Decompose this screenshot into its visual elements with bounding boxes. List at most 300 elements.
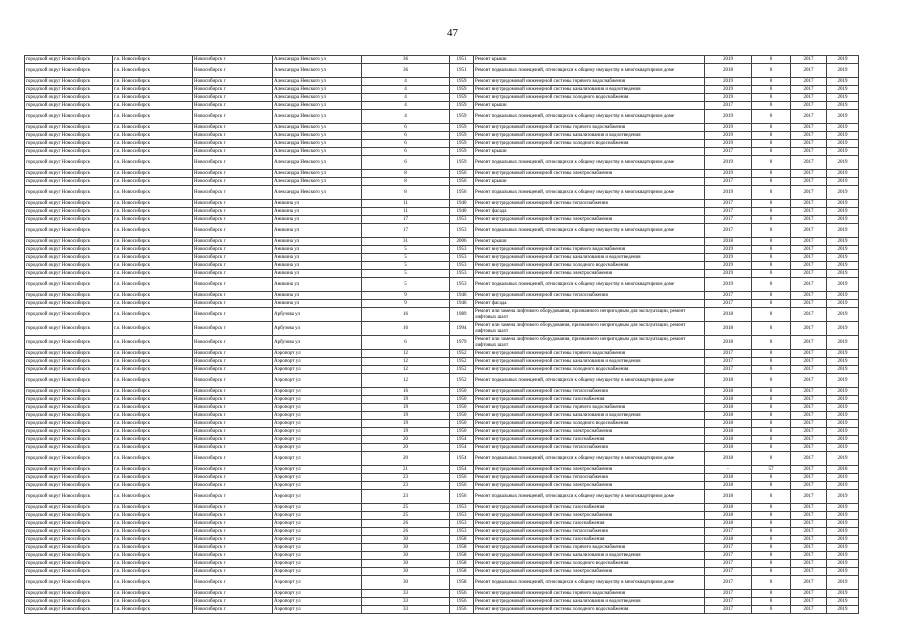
cell-house-number: 6	[362, 132, 450, 140]
cell-planned-year: 2019	[705, 86, 752, 94]
cell-year-built: 1959	[450, 78, 474, 86]
table-row	[25, 278, 859, 292]
cell-period-end: 2019	[827, 412, 859, 420]
cell-planned-year: 2018	[705, 420, 752, 428]
cell-district: городской округ Новосибирск	[25, 404, 113, 412]
cell-work-type: Ремонт крыши	[474, 148, 705, 156]
cell-house-number: 4	[362, 110, 450, 124]
cell-value: 0	[752, 124, 791, 132]
cell-year-built: 1954	[450, 444, 474, 452]
cell-house-number: 26	[362, 528, 450, 536]
cell-value: 0	[752, 512, 791, 520]
cell-work-type: Ремонт внутридомовой инженерной системы газоснабжения	[474, 436, 705, 444]
cell-period-start: 2017	[791, 590, 827, 598]
cell-house-number: 33	[362, 606, 450, 614]
cell-period-end: 2019	[827, 436, 859, 444]
table-row	[25, 254, 859, 262]
cell-street: Аэропорт ул	[273, 528, 362, 536]
cell-value: 0	[752, 178, 791, 186]
cell-city: Новосибирск г	[193, 300, 273, 308]
cell-period-end: 2019	[827, 186, 859, 200]
cell-year-built: 1950	[450, 404, 474, 412]
cell-street: Александра Невского ул	[273, 156, 362, 170]
cell-municipality: г.о. Новосибирск	[113, 216, 193, 224]
cell-period-end: 2019	[827, 56, 859, 64]
cell-value: 0	[752, 436, 791, 444]
cell-period-start: 2017	[791, 86, 827, 94]
cell-value: 0	[752, 528, 791, 536]
cell-municipality: г.о. Новосибирск	[113, 148, 193, 156]
cell-municipality: г.о. Новосибирск	[113, 374, 193, 388]
cell-value: 0	[752, 102, 791, 110]
cell-street: Арбузова ул	[273, 308, 362, 322]
cell-street: Аэропорт ул	[273, 576, 362, 590]
cell-street: Александра Невского ул	[273, 186, 362, 200]
cell-period-end: 2019	[827, 308, 859, 322]
cell-city: Новосибирск г	[193, 148, 273, 156]
cell-planned-year: 2017	[705, 528, 752, 536]
cell-period-start: 2017	[791, 278, 827, 292]
cell-city: Новосибирск г	[193, 544, 273, 552]
cell-district: городской округ Новосибирск	[25, 452, 113, 466]
cell-year-built: 1950	[450, 412, 474, 420]
cell-city: Новосибирск г	[193, 374, 273, 388]
cell-city: Новосибирск г	[193, 358, 273, 366]
cell-district: городской округ Новосибирск	[25, 156, 113, 170]
cell-city: Новосибирск г	[193, 254, 273, 262]
cell-city: Новосибирск г	[193, 292, 273, 300]
table-row	[25, 262, 859, 270]
cell-street: Аэропорт ул	[273, 374, 362, 388]
cell-year-built: 1979	[450, 336, 474, 350]
cell-municipality: г.о. Новосибирск	[113, 208, 193, 216]
cell-planned-year: 2017	[705, 552, 752, 560]
cell-value: 0	[752, 552, 791, 560]
cell-work-type: Ремонт внутридомовой инженерной системы электроснабжения	[474, 512, 705, 520]
cell-street: Арбузова ул	[273, 322, 362, 336]
cell-city: Новосибирск г	[193, 590, 273, 598]
cell-street: Аэропорт ул	[273, 590, 362, 598]
cell-municipality: г.о. Новосибирск	[113, 412, 193, 420]
table-row	[25, 576, 859, 590]
cell-city: Новосибирск г	[193, 412, 273, 420]
cell-period-end: 2019	[827, 254, 859, 262]
cell-period-end: 2019	[827, 606, 859, 614]
table-row	[25, 132, 859, 140]
cell-period-end: 2019	[827, 576, 859, 590]
cell-period-end: 2019	[827, 396, 859, 404]
cell-work-type: Ремонт внутридомовой инженерной системы канализования и водоотведения	[474, 598, 705, 606]
cell-house-number: 8	[362, 178, 450, 186]
cell-district: городской округ Новосибирск	[25, 186, 113, 200]
cell-street: Аникина ул	[273, 254, 362, 262]
cell-street: Аникина ул	[273, 270, 362, 278]
cell-period-end: 2019	[827, 350, 859, 358]
cell-year-built: 1959	[450, 94, 474, 102]
cell-district: городской округ Новосибирск	[25, 322, 113, 336]
cell-period-end: 2019	[827, 300, 859, 308]
table-row	[25, 336, 859, 350]
cell-city: Новосибирск г	[193, 64, 273, 78]
cell-planned-year: 2017	[705, 102, 752, 110]
cell-planned-year: 2017	[705, 568, 752, 576]
cell-period-start: 2017	[791, 246, 827, 254]
cell-period-start: 2017	[791, 178, 827, 186]
cell-year-built: 1956	[450, 590, 474, 598]
cell-period-end: 2019	[827, 102, 859, 110]
cell-period-end: 2019	[827, 270, 859, 278]
cell-house-number: 12	[362, 358, 450, 366]
table-row	[25, 78, 859, 86]
cell-house-number: 9	[362, 300, 450, 308]
cell-value: 0	[752, 452, 791, 466]
cell-house-number: 4	[362, 86, 450, 94]
cell-house-number: 19	[362, 396, 450, 404]
cell-house-number: 4	[362, 102, 450, 110]
cell-district: городской округ Новосибирск	[25, 132, 113, 140]
cell-city: Новосибирск г	[193, 520, 273, 528]
cell-district: городской округ Новосибирск	[25, 254, 113, 262]
cell-house-number: 4	[362, 94, 450, 102]
cell-house-number: 8	[362, 186, 450, 200]
cell-period-start: 2017	[791, 504, 827, 512]
cell-planned-year: 2017	[705, 358, 752, 366]
cell-year-built: 2006	[450, 238, 474, 246]
cell-year-built: 1958	[450, 552, 474, 560]
cell-work-type: Ремонт внутридомовой инженерной системы канализования и водоотведения	[474, 358, 705, 366]
cell-value: 0	[752, 444, 791, 452]
cell-work-type: Ремонт подвальных помещений, относящихся к общему имуществу в многоквартирном доме	[474, 186, 705, 200]
cell-street: Аэропорт ул	[273, 404, 362, 412]
cell-period-end: 2019	[827, 238, 859, 246]
cell-district: городской округ Новосибирск	[25, 94, 113, 102]
cell-work-type: Ремонт внутридомовой инженерной системы электроснабжения	[474, 568, 705, 576]
cell-work-type: Ремонт внутридомовой инженерной системы горячего водоснабжения	[474, 246, 705, 254]
cell-house-number: 30	[362, 552, 450, 560]
cell-value: 0	[752, 404, 791, 412]
cell-period-start: 2017	[791, 78, 827, 86]
cell-year-built: 1956	[450, 474, 474, 482]
cell-work-type: Ремонт внутридомовой инженерной системы канализования и водоотведения	[474, 552, 705, 560]
cell-municipality: г.о. Новосибирск	[113, 590, 193, 598]
cell-district: городской округ Новосибирск	[25, 262, 113, 270]
table-row	[25, 412, 859, 420]
cell-planned-year: 2019	[705, 110, 752, 124]
cell-city: Новосибирск г	[193, 86, 273, 94]
cell-year-built: 1958	[450, 560, 474, 568]
cell-period-end: 2019	[827, 292, 859, 300]
cell-planned-year: 2019	[705, 170, 752, 178]
table-row	[25, 452, 859, 466]
cell-city: Новосибирск г	[193, 420, 273, 428]
cell-district: городской округ Новосибирск	[25, 224, 113, 238]
cell-city: Новосибирск г	[193, 336, 273, 350]
cell-house-number: 31	[362, 238, 450, 246]
cell-city: Новосибирск г	[193, 436, 273, 444]
cell-city: Новосибирск г	[193, 576, 273, 590]
cell-street: Аэропорт ул	[273, 452, 362, 466]
cell-district: городской округ Новосибирск	[25, 528, 113, 536]
cell-year-built: 1958	[450, 536, 474, 544]
cell-planned-year: 2017	[705, 598, 752, 606]
cell-work-type: Ремонт подвальных помещений, относящихся к общему имуществу в многоквартирном доме	[474, 490, 705, 504]
cell-house-number: 30	[362, 568, 450, 576]
cell-work-type: Ремонт крыши	[474, 178, 705, 186]
cell-period-start: 2017	[791, 482, 827, 490]
cell-value: 0	[752, 396, 791, 404]
cell-planned-year: 2019	[705, 254, 752, 262]
cell-house-number: 20	[362, 444, 450, 452]
cell-district: городской округ Новосибирск	[25, 396, 113, 404]
cell-house-number: 30	[362, 544, 450, 552]
cell-period-end: 2019	[827, 552, 859, 560]
cell-district: городской округ Новосибирск	[25, 590, 113, 598]
cell-planned-year: 2017	[705, 544, 752, 552]
cell-district: городской округ Новосибирск	[25, 300, 113, 308]
cell-value: 0	[752, 474, 791, 482]
cell-planned-year: 2017	[705, 300, 752, 308]
cell-municipality: г.о. Новосибирск	[113, 466, 193, 474]
cell-year-built: 1956	[450, 482, 474, 490]
cell-municipality: г.о. Новосибирск	[113, 388, 193, 396]
cell-work-type: Ремонт внутридомовой инженерной системы теплоснабжения	[474, 292, 705, 300]
cell-period-end: 2019	[827, 140, 859, 148]
cell-municipality: г.о. Новосибирск	[113, 598, 193, 606]
cell-planned-year: 2018	[705, 396, 752, 404]
cell-work-type: Ремонт внутридомовой инженерной системы теплоснабжения	[474, 444, 705, 452]
cell-value: 0	[752, 78, 791, 86]
cell-work-type: Ремонт внутридомовой инженерной системы теплоснабжения	[474, 388, 705, 396]
table-row	[25, 358, 859, 366]
cell-district: городской округ Новосибирск	[25, 148, 113, 156]
cell-period-end: 2019	[827, 512, 859, 520]
cell-district: городской округ Новосибирск	[25, 536, 113, 544]
cell-municipality: г.о. Новосибирск	[113, 270, 193, 278]
cell-planned-year: 2018	[705, 238, 752, 246]
cell-house-number: 30	[362, 536, 450, 544]
cell-value: 0	[752, 140, 791, 148]
cell-municipality: г.о. Новосибирск	[113, 110, 193, 124]
cell-municipality: г.о. Новосибирск	[113, 132, 193, 140]
cell-house-number: 19	[362, 412, 450, 420]
cell-city: Новосибирск г	[193, 156, 273, 170]
table-row	[25, 216, 859, 224]
cell-planned-year: 2018	[705, 504, 752, 512]
cell-work-type: Ремонт внутридомовой инженерной системы газоснабжения	[474, 504, 705, 512]
cell-house-number: 33	[362, 598, 450, 606]
cell-work-type: Ремонт подвальных помещений, относящихся к общему имуществу в многоквартирном доме	[474, 156, 705, 170]
cell-period-start: 2017	[791, 300, 827, 308]
cell-street: Александра Невского ул	[273, 56, 362, 64]
cell-street: Александра Невского ул	[273, 178, 362, 186]
table-row	[25, 148, 859, 156]
cell-work-type: Ремонт внутридомовой инженерной системы электроснабжения	[474, 170, 705, 178]
table-row	[25, 110, 859, 124]
cell-street: Аэропорт ул	[273, 504, 362, 512]
table-row	[25, 606, 859, 614]
cell-district: городской округ Новосибирск	[25, 560, 113, 568]
table-row	[25, 466, 859, 474]
cell-house-number: 6	[362, 124, 450, 132]
table-row	[25, 520, 859, 528]
cell-city: Новосибирск г	[193, 110, 273, 124]
cell-period-start: 2017	[791, 512, 827, 520]
cell-year-built: 1940	[450, 200, 474, 208]
cell-house-number: 36	[362, 56, 450, 64]
cell-street: Аникина ул	[273, 216, 362, 224]
cell-work-type: Ремонт внутридомовой инженерной системы канализования и водоотведения	[474, 86, 705, 94]
cell-street: Аэропорт ул	[273, 350, 362, 358]
cell-city: Новосибирск г	[193, 132, 273, 140]
cell-value: 0	[752, 300, 791, 308]
cell-year-built: 1952	[450, 350, 474, 358]
cell-period-end: 2019	[827, 148, 859, 156]
cell-period-start: 2017	[791, 124, 827, 132]
cell-street: Аэропорт ул	[273, 396, 362, 404]
cell-value: 0	[752, 336, 791, 350]
cell-street: Аэропорт ул	[273, 598, 362, 606]
cell-house-number: 16	[362, 388, 450, 396]
cell-period-start: 2017	[791, 366, 827, 374]
cell-municipality: г.о. Новосибирск	[113, 350, 193, 358]
cell-period-end: 2019	[827, 156, 859, 170]
cell-work-type: Ремонт подвальных помещений, относящихся к общему имуществу в многоквартирном доме	[474, 576, 705, 590]
cell-value: 0	[752, 490, 791, 504]
table-row	[25, 350, 859, 358]
cell-work-type: Ремонт внутридомовой инженерной системы теплоснабжения	[474, 474, 705, 482]
cell-value: 0	[752, 132, 791, 140]
cell-period-start: 2017	[791, 568, 827, 576]
cell-municipality: г.о. Новосибирск	[113, 292, 193, 300]
cell-work-type: Ремонт внутридомовой инженерной системы горячего водоснабжения	[474, 350, 705, 358]
cell-municipality: г.о. Новосибирск	[113, 560, 193, 568]
cell-year-built: 1951	[450, 64, 474, 78]
table-row	[25, 124, 859, 132]
cell-period-start: 2017	[791, 132, 827, 140]
cell-value: 0	[752, 560, 791, 568]
cell-house-number: 6	[362, 336, 450, 350]
cell-planned-year: 2018	[705, 474, 752, 482]
cell-value: 0	[752, 94, 791, 102]
table-row	[25, 504, 859, 512]
cell-city: Новосибирск г	[193, 178, 273, 186]
cell-work-type: Ремонт внутридомовой инженерной системы горячего водоснабжения	[474, 78, 705, 86]
cell-year-built: 1956	[450, 598, 474, 606]
cell-period-end: 2019	[827, 388, 859, 396]
cell-period-start: 2017	[791, 552, 827, 560]
table-row	[25, 156, 859, 170]
cell-municipality: г.о. Новосибирск	[113, 300, 193, 308]
cell-city: Новосибирск г	[193, 124, 273, 132]
cell-city: Новосибирск г	[193, 224, 273, 238]
cell-city: Новосибирск г	[193, 262, 273, 270]
cell-house-number: 5	[362, 262, 450, 270]
cell-district: городской округ Новосибирск	[25, 474, 113, 482]
cell-work-type: Ремонт подвальных помещений, относящихся к общему имуществу в многоквартирном доме	[474, 278, 705, 292]
cell-period-start: 2017	[791, 374, 827, 388]
cell-period-end: 2019	[827, 200, 859, 208]
cell-year-built: 1959	[450, 140, 474, 148]
cell-district: городской округ Новосибирск	[25, 170, 113, 178]
cell-city: Новосибирск г	[193, 396, 273, 404]
cell-value: 0	[752, 238, 791, 246]
cell-work-type: Ремонт фасада	[474, 208, 705, 216]
cell-municipality: г.о. Новосибирск	[113, 86, 193, 94]
cell-street: Александра Невского ул	[273, 94, 362, 102]
cell-planned-year: 2018	[705, 436, 752, 444]
cell-municipality: г.о. Новосибирск	[113, 576, 193, 590]
table-row	[25, 560, 859, 568]
cell-work-type: Ремонт подвальных помещений, относящихся к общему имуществу в многоквартирном доме	[474, 110, 705, 124]
table-row	[25, 490, 859, 504]
cell-period-start: 2017	[791, 444, 827, 452]
cell-period-start: 2017	[791, 200, 827, 208]
cell-municipality: г.о. Новосибирск	[113, 308, 193, 322]
table-row	[25, 568, 859, 576]
cell-city: Новосибирск г	[193, 482, 273, 490]
cell-municipality: г.о. Новосибирск	[113, 254, 193, 262]
cell-city: Новосибирск г	[193, 528, 273, 536]
cell-planned-year: 2018	[705, 490, 752, 504]
cell-city: Новосибирск г	[193, 102, 273, 110]
cell-work-type: Ремонт внутридомовой инженерной системы холодного водоснабжения	[474, 262, 705, 270]
cell-period-start: 2017	[791, 544, 827, 552]
cell-planned-year: 2019	[705, 156, 752, 170]
cell-street: Александра Невского ул	[273, 132, 362, 140]
cell-municipality: г.о. Новосибирск	[113, 482, 193, 490]
cell-house-number: 23	[362, 482, 450, 490]
cell-planned-year: 2018	[705, 512, 752, 520]
cell-house-number: 6	[362, 140, 450, 148]
cell-municipality: г.о. Новосибирск	[113, 504, 193, 512]
cell-work-type: Ремонт подвальных помещений, относящихся к общему имуществу в многоквартирном доме	[474, 224, 705, 238]
cell-municipality: г.о. Новосибирск	[113, 512, 193, 520]
cell-city: Новосибирск г	[193, 208, 273, 216]
cell-period-end: 2019	[827, 374, 859, 388]
cell-city: Новосибирск г	[193, 388, 273, 396]
cell-year-built: 1953	[450, 504, 474, 512]
cell-planned-year: 2019	[705, 94, 752, 102]
cell-work-type: Ремонт внутридомовой инженерной системы электроснабжения	[474, 466, 705, 474]
cell-period-start: 2017	[791, 208, 827, 216]
cell-street: Александра Невского ул	[273, 124, 362, 132]
cell-year-built: 1946	[450, 300, 474, 308]
table-row	[25, 56, 859, 64]
cell-house-number: 30	[362, 560, 450, 568]
cell-work-type: Ремонт внутридомовой инженерной системы холодного водоснабжения	[474, 560, 705, 568]
cell-planned-year: 2019	[705, 132, 752, 140]
cell-municipality: г.о. Новосибирск	[113, 536, 193, 544]
cell-period-start: 2017	[791, 412, 827, 420]
cell-year-built: 1952	[450, 358, 474, 366]
cell-house-number: 20	[362, 436, 450, 444]
cell-house-number: 12	[362, 366, 450, 374]
cell-district: городской округ Новосибирск	[25, 246, 113, 254]
cell-period-end: 2019	[827, 336, 859, 350]
cell-house-number: 9	[362, 292, 450, 300]
cell-city: Новосибирск г	[193, 536, 273, 544]
cell-year-built: 1959	[450, 132, 474, 140]
cell-planned-year: 2017	[705, 208, 752, 216]
cell-district: городской округ Новосибирск	[25, 200, 113, 208]
table-row	[25, 444, 859, 452]
cell-municipality: г.о. Новосибирск	[113, 336, 193, 350]
cell-planned-year: 2018	[705, 388, 752, 396]
cell-year-built: 1959	[450, 86, 474, 94]
cell-period-end: 2019	[827, 208, 859, 216]
cell-municipality: г.о. Новосибирск	[113, 322, 193, 336]
cell-value: 0	[752, 350, 791, 358]
